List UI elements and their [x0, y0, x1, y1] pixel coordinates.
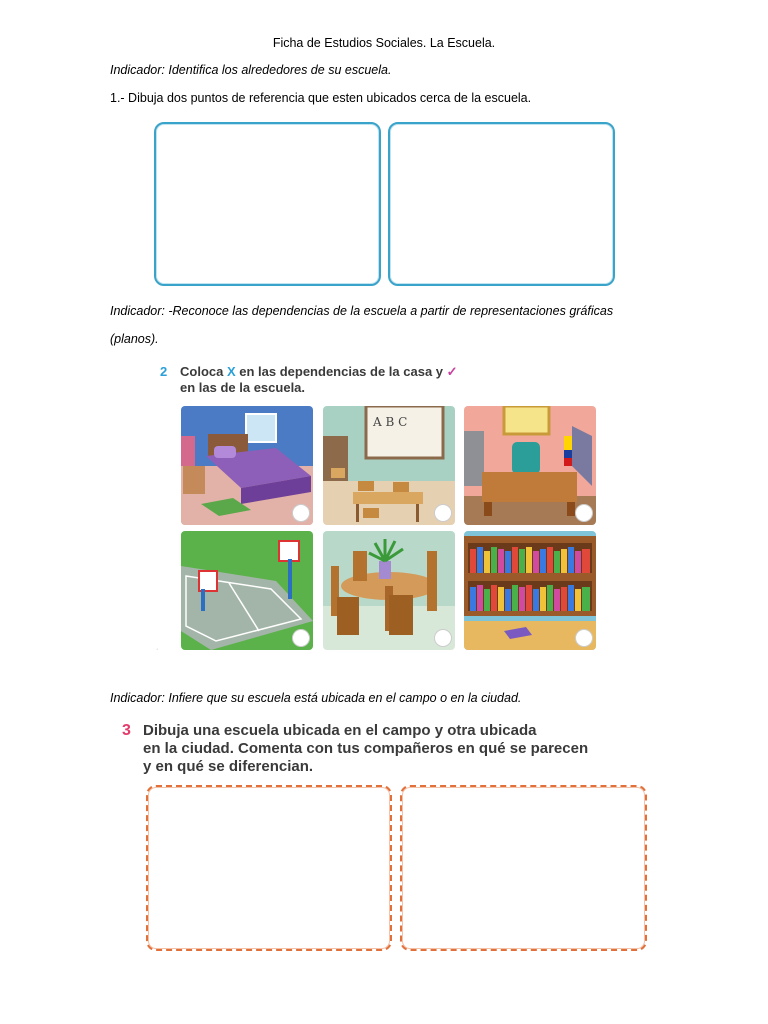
page-mark: ·: [156, 646, 159, 653]
answer-circle[interactable]: [575, 629, 593, 647]
answer-circle[interactable]: [575, 504, 593, 522]
instruction-text: en las dependencias de la casa y: [235, 364, 447, 379]
activity-3-instruction-line-1: Dibuja una escuela ubicada en el campo y otra ubicada: [143, 722, 537, 739]
indicator-2-line-2: (planos).: [110, 332, 159, 346]
drawing-box-reference-1[interactable]: [154, 122, 381, 286]
indicator-2-line-1: Indicador: -Reconoce las dependencias de la escuela a partir de representaciones gráficas: [110, 304, 614, 318]
question-1: 1.- Dibuja dos puntos de referencia que esten ubicados cerca de la escuela.: [110, 91, 532, 105]
principal-office-image: [464, 406, 596, 525]
dining-room-image: [323, 531, 455, 650]
activity-2-instruction-line-2: en las de la escuela.: [180, 380, 306, 395]
check-mark-icon: ✓: [446, 364, 458, 379]
sports-court-image: [181, 531, 313, 650]
activity-2-instruction-line-1: [180, 364, 458, 380]
page-title: Ficha de Estudios Sociales. La Escuela.: [272, 36, 496, 50]
activity-3-number: 3: [122, 722, 131, 739]
bedroom-image: [181, 406, 313, 525]
x-mark: X: [226, 364, 236, 379]
answer-circle[interactable]: [292, 504, 310, 522]
library-image: [464, 531, 596, 650]
activity-3-instruction-line-3: y en qué se diferencian.: [143, 758, 314, 775]
indicator-1: Indicador: Identifica los alrededores de su escuela.: [110, 63, 392, 77]
activity-3-instruction-line-2: en la ciudad. Comenta con tus compañeros en qué se parecen: [143, 740, 589, 757]
chalkboard-text: A B C: [373, 415, 408, 429]
drawing-box-reference-2[interactable]: [388, 122, 615, 286]
drawing-box-city-school[interactable]: [400, 785, 647, 951]
answer-circle[interactable]: [434, 629, 452, 647]
activity-2-number: 2: [160, 364, 168, 379]
answer-circle[interactable]: [292, 629, 310, 647]
instruction-text: Coloca: [180, 364, 227, 379]
indicator-3: Indicador: Infiere que su escuela está ubicada en el campo o en la ciudad.: [110, 691, 522, 705]
classroom-image: [323, 406, 455, 525]
answer-circle[interactable]: [434, 504, 452, 522]
drawing-box-rural-school[interactable]: [146, 785, 392, 951]
